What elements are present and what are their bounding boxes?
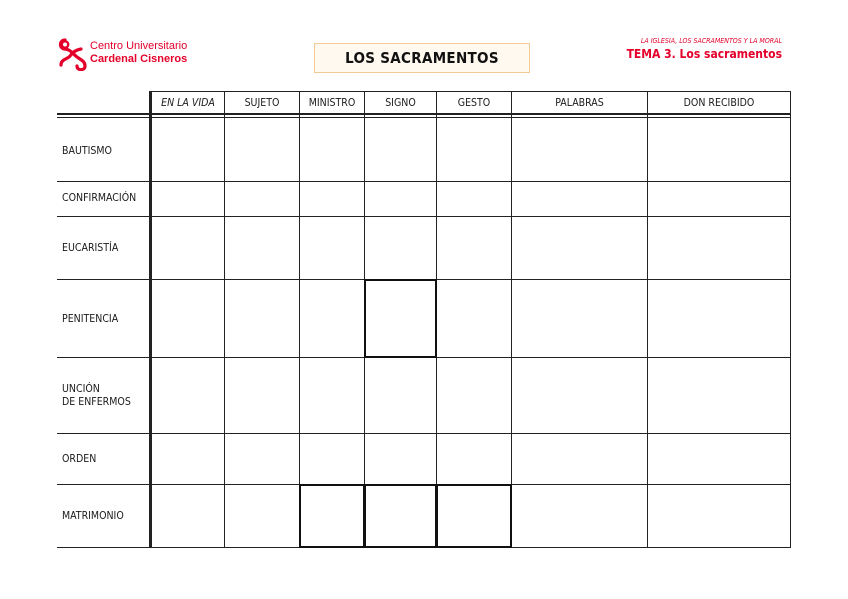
grid-line-header-2	[57, 117, 791, 118]
column-header-ministro: MINISTRO	[308, 96, 356, 109]
grid-line-col	[647, 91, 648, 548]
grid-line-col	[511, 91, 512, 548]
row-label-orden: ORDEN	[62, 453, 97, 465]
column-header-don-recibido: DON RECIBIDO	[683, 96, 755, 109]
page-title: LOS SACRAMENTOS	[314, 43, 530, 73]
row-label-bautismo: BAUTISMO	[62, 145, 112, 157]
grid-line-row	[57, 433, 791, 434]
column-header-gesto: GESTO	[457, 96, 491, 109]
row-label-uncion-line2: DE ENFERMOS	[62, 396, 131, 408]
logo-text-line1: Centro Universitario	[90, 40, 188, 52]
highlight-matrimonio-ministro	[299, 484, 365, 548]
highlight-penitencia-signo	[364, 279, 437, 358]
highlight-matrimonio-gesto	[436, 484, 512, 548]
topic-title: TEMA 3. Los sacramentos	[626, 47, 782, 61]
row-label-penitencia: PENITENCIA	[62, 313, 119, 325]
grid-line-header	[57, 113, 791, 115]
column-header-sujeto: SUJETO	[244, 96, 280, 109]
column-header-signo: SIGNO	[385, 96, 416, 109]
grid-line-row	[57, 181, 791, 182]
grid-line-col	[224, 91, 225, 548]
course-name: LA IGLESIA, LOS SACRAMENTOS Y LA MORAL	[640, 37, 782, 45]
logo-text-line2: Cardenal Cisneros	[90, 53, 188, 65]
grid-line-col	[299, 91, 300, 548]
grid-line-right	[790, 91, 791, 548]
highlight-matrimonio-signo	[364, 484, 437, 548]
column-header-en-la-vida: EN LA VIDA	[161, 96, 215, 109]
row-label-confirmacion: CONFIRMACIÓN	[62, 192, 137, 204]
row-label-matrimonio: MATRIMONIO	[62, 510, 124, 522]
column-header-palabras: PALABRAS	[555, 96, 604, 109]
row-label-uncion-line1: UNCIÓN	[62, 383, 100, 395]
grid-line-row	[57, 216, 791, 217]
row-label-eucaristia: EUCARISTÍA	[62, 242, 119, 254]
grid-line-label-divider	[149, 91, 152, 548]
